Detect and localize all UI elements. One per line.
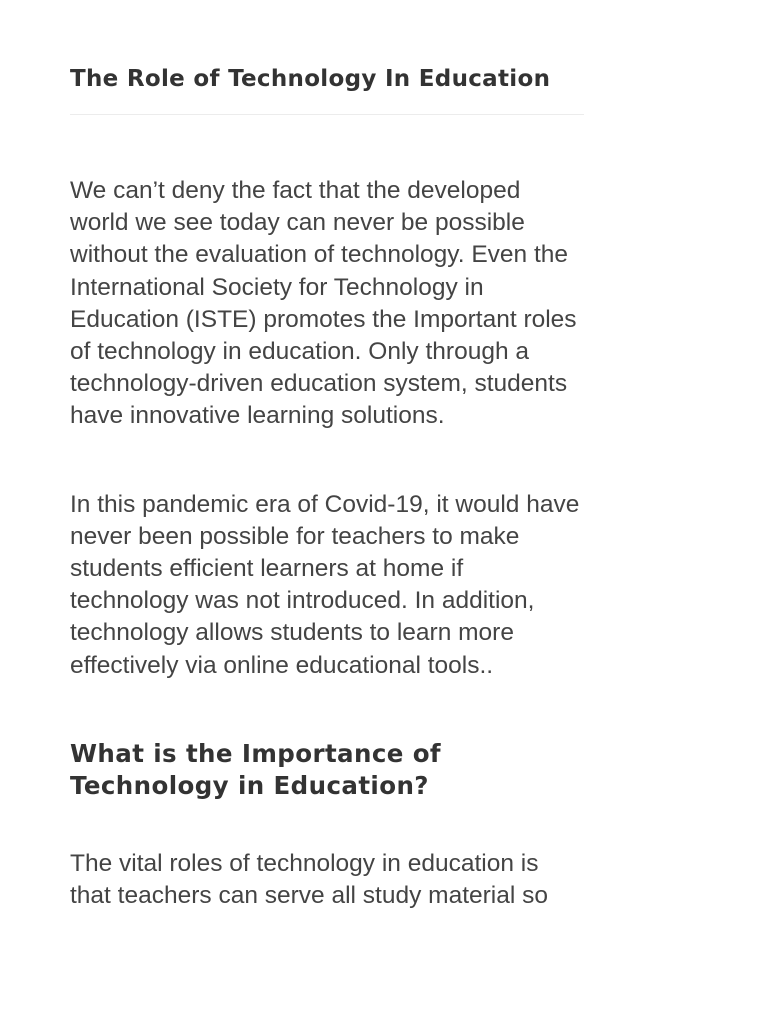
article bbox=[70, 0, 584, 912]
article-paragraph: In this pandemic era of Covid-19, it would have never been possible for teachers to make students efficient learners at home if technology was not introduced. In addition, technology allows students to learn more effectively via online educational tools.. bbox=[70, 490, 580, 679]
title-divider bbox=[70, 114, 584, 115]
article-title: The Role of Technology In Education bbox=[70, 66, 551, 92]
section-paragraph: The vital roles of technology in education is that teachers can serve all study material so bbox=[70, 849, 548, 910]
article-paragraph: We can’t deny the fact that the developed world we see today can never be possible without the evaluation of technology. Even the International Society for Technology in Education (ISTE) promotes the Important roles of technology in education. Only through a technology-driven education system, students have innovative learning solutions. bbox=[70, 177, 577, 430]
section-heading: What is the Importance of Technology in Education? bbox=[70, 738, 441, 800]
